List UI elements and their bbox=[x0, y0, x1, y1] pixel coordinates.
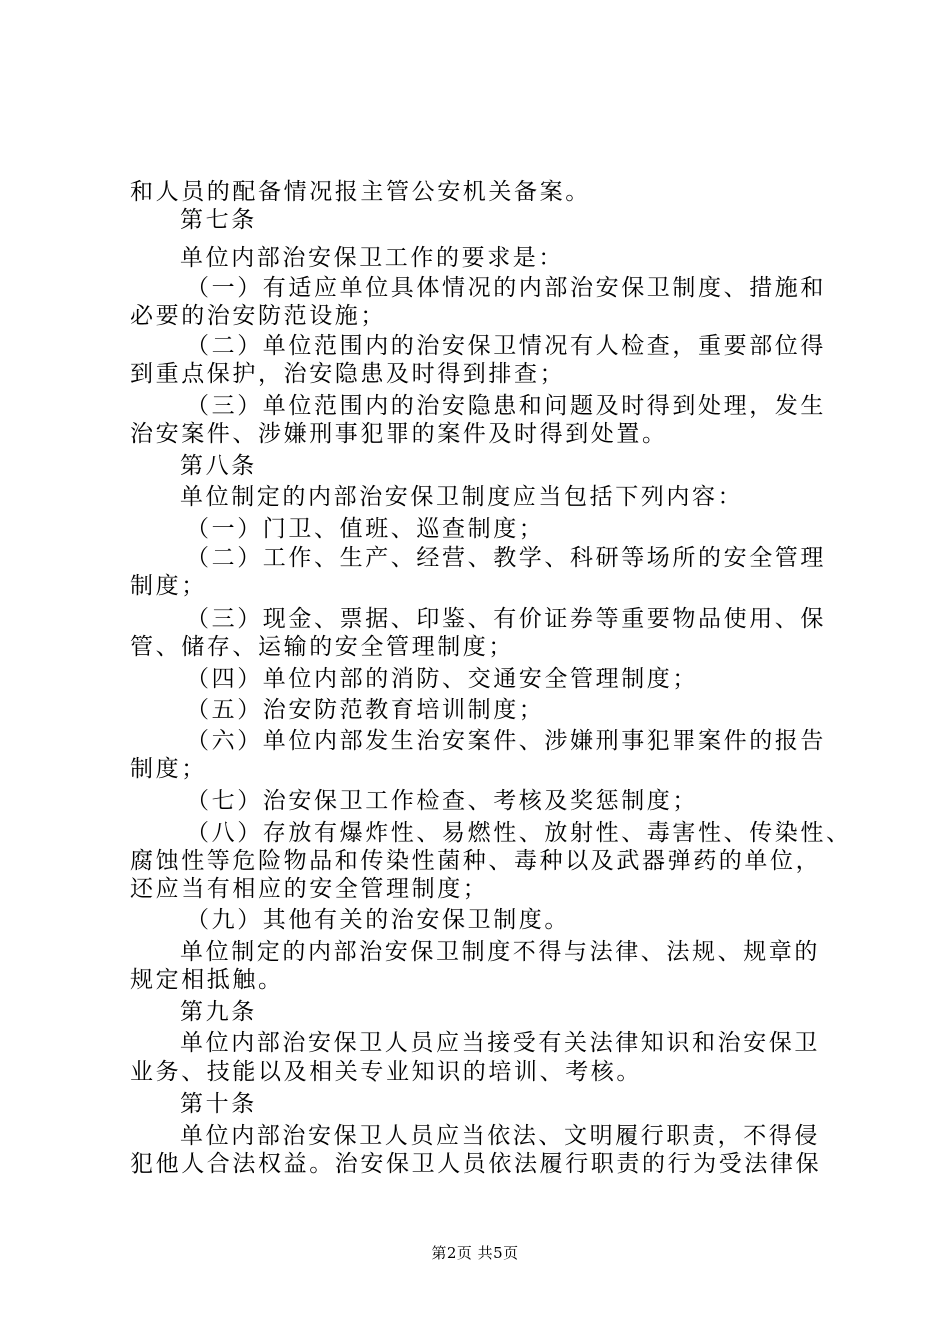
body-line: 单位制定的内部治安保卫制度不得与法律、法规、规章的 bbox=[180, 939, 820, 965]
body-line: 必要的治安防范设施； bbox=[130, 303, 386, 329]
body-line: （五）治安防范教育培训制度； bbox=[186, 697, 545, 723]
body-line: （二）单位范围内的治安保卫情况有人检查，重要部位得 bbox=[186, 333, 826, 359]
body-line: 治安案件、涉嫌刑事犯罪的案件及时得到处置。 bbox=[130, 421, 668, 447]
body-line: 规定相抵触。 bbox=[130, 967, 284, 993]
article-heading: 第十条 bbox=[180, 1091, 257, 1117]
body-line: （二）工作、生产、经营、教学、科研等场所的安全管理 bbox=[186, 545, 826, 571]
body-line: （一）有适应单位具体情况的内部治安保卫制度、措施和 bbox=[186, 275, 826, 301]
body-line: （三）现金、票据、印鉴、有价证券等重要物品使用、保 bbox=[186, 606, 826, 632]
article-heading: 第七条 bbox=[180, 207, 257, 233]
body-line: 业务、技能以及相关专业知识的培训、考核。 bbox=[130, 1059, 642, 1085]
body-line: 犯他人合法权益。治安保卫人员依法履行职责的行为受法律保 bbox=[130, 1151, 822, 1177]
body-line: 管、储存、运输的安全管理制度； bbox=[130, 634, 514, 660]
body-line: 单位内部治安保卫人员应当依法、文明履行职责，不得侵 bbox=[180, 1123, 820, 1149]
article-heading: 第八条 bbox=[180, 453, 257, 479]
body-line: 和人员的配备情况报主管公安机关备案。 bbox=[130, 179, 591, 205]
body-line: （六）单位内部发生治安案件、涉嫌刑事犯罪案件的报告 bbox=[186, 728, 826, 754]
body-line: 腐蚀性等危险物品和传染性菌种、毒种以及武器弹药的单位， bbox=[130, 848, 822, 874]
body-line: 制度； bbox=[130, 756, 207, 782]
body-line: 到重点保护，治安隐患及时得到排查； bbox=[130, 361, 566, 387]
body-line: （八）存放有爆炸性、易燃性、放射性、毒害性、传染性、 bbox=[186, 820, 852, 846]
body-line: （九）其他有关的治安保卫制度。 bbox=[186, 907, 570, 933]
body-line: 单位制定的内部治安保卫制度应当包括下列内容： bbox=[180, 484, 744, 510]
body-line: （三）单位范围内的治安隐患和问题及时得到处理，发生 bbox=[186, 393, 826, 419]
body-line: 制度； bbox=[130, 573, 207, 599]
body-line: （一）门卫、值班、巡查制度； bbox=[186, 516, 545, 542]
article-heading: 第九条 bbox=[180, 999, 257, 1025]
body-line: （四）单位内部的消防、交通安全管理制度； bbox=[186, 666, 698, 692]
body-line: 还应当有相应的安全管理制度； bbox=[130, 876, 489, 902]
body-line: 单位内部治安保卫人员应当接受有关法律知识和治安保卫 bbox=[180, 1030, 820, 1056]
body-line: 单位内部治安保卫工作的要求是： bbox=[180, 245, 564, 271]
body-line: （七）治安保卫工作检查、考核及奖惩制度； bbox=[186, 788, 698, 814]
page-number-footer: 第2页 共5页 bbox=[431, 1244, 519, 1262]
